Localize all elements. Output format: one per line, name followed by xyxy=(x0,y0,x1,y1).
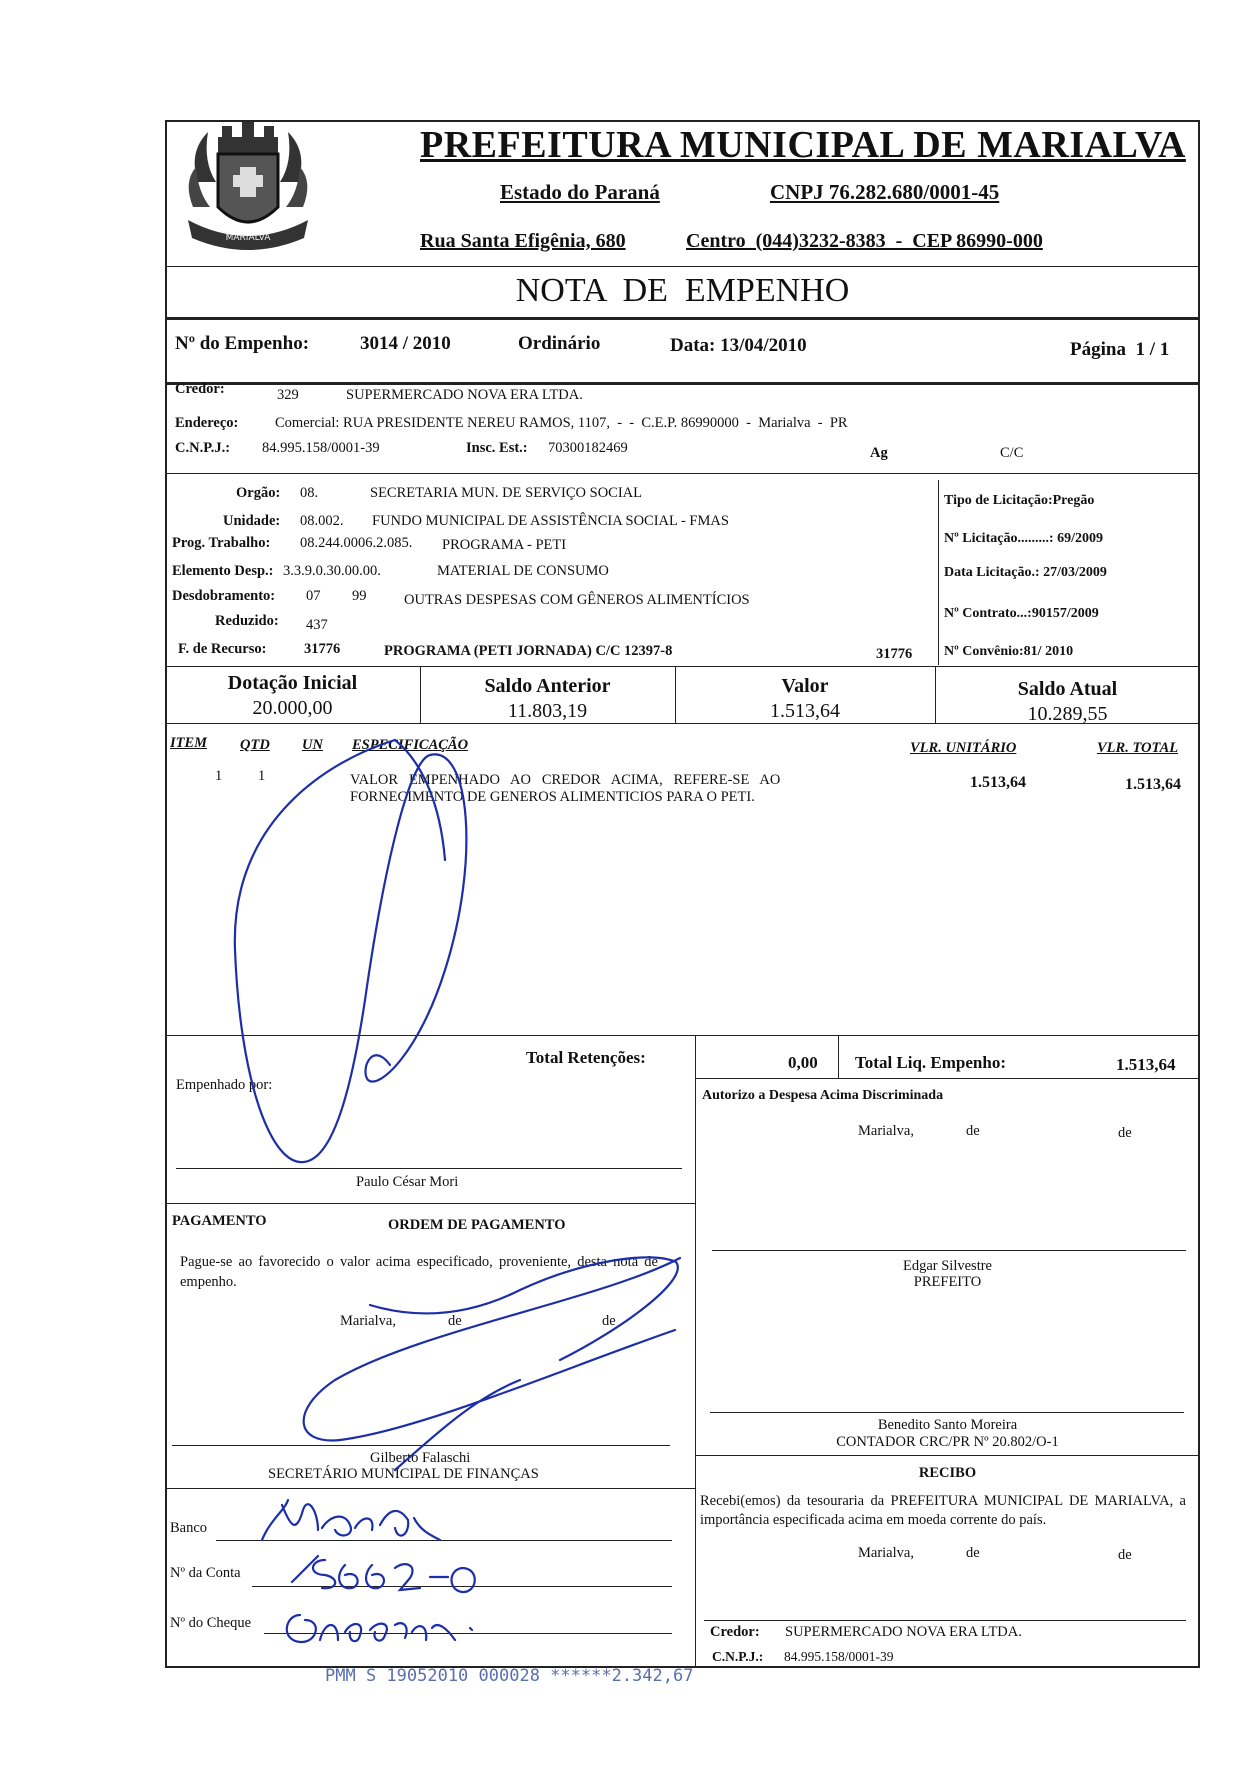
saldo-anterior-value: 11.803,19 xyxy=(507,700,588,722)
unidade-label: Unidade: xyxy=(223,513,281,529)
pagamento-place: Marialva, xyxy=(340,1313,396,1329)
desdobramento-label: Desdobramento: xyxy=(172,588,276,604)
banco-label: Banco xyxy=(170,1520,208,1536)
secretario-title: SECRETÁRIO MUNICIPAL DE FINANÇAS xyxy=(268,1466,539,1482)
recurso-code: 31776 xyxy=(304,641,341,657)
orgao-label: Orgão: xyxy=(236,485,281,501)
saldo-anterior-label: Saldo Anterior xyxy=(484,675,611,697)
total-liquido-value: 1.513,64 xyxy=(1116,1055,1176,1074)
pagamento-de1: de xyxy=(448,1313,462,1329)
desdobramento-code1: 07 xyxy=(306,588,321,604)
total-value-header: VLR. TOTAL xyxy=(1097,740,1179,756)
ordem-pagamento-title: ORDEM DE PAGAMENTO xyxy=(388,1217,566,1233)
credor-code: 329 xyxy=(277,387,299,403)
insc-label: Insc. Est.: xyxy=(466,440,528,456)
divider xyxy=(165,1035,1200,1036)
credor-address: Comercial: RUA PRESIDENTE NEREU RAMOS, 1107, - - C.E.P. 86990000 - Marialva - PR xyxy=(275,415,848,431)
municipality-title: PREFEITURA MUNICIPAL DE MARIALVA xyxy=(420,124,1186,166)
header-contact: Centro (044)3232-8383 - CEP 86990-000 xyxy=(686,230,1043,252)
ag-label: Ag xyxy=(870,445,888,461)
banco-field-line xyxy=(216,1540,672,1541)
document-title: NOTA DE EMPENHO xyxy=(515,272,850,309)
pagamento-text: Pague-se ao favorecido o valor acima especificado, proveniente, desta nota de empenho. xyxy=(180,1254,658,1290)
pagamento-label: PAGAMENTO xyxy=(172,1213,267,1229)
valor-value: 1.513,64 xyxy=(770,700,840,722)
coat-of-arms-logo xyxy=(178,112,318,260)
autorizo-de1: de xyxy=(966,1123,980,1139)
recibo-title: RECIBO xyxy=(918,1465,977,1481)
recibo-credor-name: SUPERMERCADO NOVA ERA LTDA. xyxy=(785,1624,1022,1640)
dotacao-inicial-label: Dotação Inicial xyxy=(227,672,358,694)
cnpj-label: C.N.P.J.: xyxy=(175,440,231,456)
divider xyxy=(165,382,1200,385)
conta-label: Nº da Conta xyxy=(170,1565,241,1581)
pagamento-de2: de xyxy=(602,1313,616,1329)
recurso-name: PROGRAMA (PETI JORNADA) C/C 12397-8 xyxy=(384,643,673,659)
credor-cnpj: 84.995.158/0001-39 xyxy=(262,440,380,456)
svg-text:MARIALVA: MARIALVA xyxy=(225,233,271,243)
signature-line xyxy=(712,1250,1186,1251)
item-total-value: 1.513,64 xyxy=(1125,776,1181,793)
item-header: ITEM xyxy=(170,735,208,751)
signature-line xyxy=(176,1168,682,1169)
divider xyxy=(165,723,1200,724)
item-qtd: 1 xyxy=(258,768,266,784)
licitacao-tipo: Tipo de Licitação:Pregão xyxy=(944,493,1095,508)
prog-label: Prog. Trabalho: xyxy=(172,535,271,551)
elemento-code: 3.3.9.0.30.00.00. xyxy=(283,563,381,579)
contrato-number: Nº Contrato...:90157/2009 xyxy=(944,606,1099,621)
orgao-code: 08. xyxy=(300,485,319,501)
unit-value-header: VLR. UNITÁRIO xyxy=(910,740,1017,756)
signature-line xyxy=(172,1445,670,1446)
licitacao-data: Data Licitação.: 27/03/2009 xyxy=(944,565,1107,580)
recibo-de1: de xyxy=(966,1545,980,1561)
divider xyxy=(695,1078,696,1668)
divider xyxy=(695,1078,1200,1079)
credor-label: Credor: xyxy=(175,381,225,397)
prefeito-title: PREFEITO xyxy=(913,1274,982,1290)
autorizo-place: Marialva, xyxy=(858,1123,914,1139)
divider xyxy=(165,1488,695,1489)
divider xyxy=(838,1035,839,1078)
licitacao-numero: Nº Licitação.........: 69/2009 xyxy=(944,531,1103,546)
autorizo-title: Autorizo a Despesa Acima Discriminada xyxy=(702,1088,944,1103)
state-label: Estado do Paraná xyxy=(500,180,660,204)
dotacao-inicial-value: 20.000,00 xyxy=(252,697,333,719)
saldo-atual-value: 10.289,55 xyxy=(1027,703,1108,725)
signature-line xyxy=(710,1412,1184,1413)
conta-field-line xyxy=(252,1586,672,1587)
un-header: UN xyxy=(302,737,323,753)
prog-code: 08.244.0006.2.085. xyxy=(300,535,413,551)
credor-name: SUPERMERCADO NOVA ERA LTDA. xyxy=(346,387,583,403)
valor-label: Valor xyxy=(781,675,829,697)
item-number: 1 xyxy=(215,768,223,784)
contador-title: CONTADOR CRC/PR Nº 20.802/O-1 xyxy=(836,1434,1059,1450)
desdobramento-code2: 99 xyxy=(352,588,367,604)
item-unit-value: 1.513,64 xyxy=(970,774,1026,791)
desdobramento-name: OUTRAS DESPESAS COM GÊNEROS ALIMENTÍCIOS xyxy=(404,592,750,608)
divider xyxy=(938,480,939,665)
header-street: Rua Santa Efigênia, 680 xyxy=(420,230,626,252)
divider xyxy=(165,473,1200,474)
cheque-label: Nº do Cheque xyxy=(170,1615,252,1631)
recurso-code-right: 31776 xyxy=(876,646,913,662)
convenio-number: Nº Convênio:81/ 2010 xyxy=(944,644,1074,659)
endereco-label: Endereço: xyxy=(175,415,239,431)
orgao-name: SECRETARIA MUN. DE SERVIÇO SOCIAL xyxy=(370,485,642,501)
elemento-label: Elemento Desp.: xyxy=(172,563,274,579)
retencoes-value: 0,00 xyxy=(788,1053,818,1072)
prog-name: PROGRAMA - PETI xyxy=(442,537,567,553)
divider xyxy=(165,1203,695,1204)
reduzido-label: Reduzido: xyxy=(215,613,279,629)
empenho-number: 3014 / 2010 xyxy=(360,333,451,354)
divider xyxy=(165,266,1200,267)
recibo-cnpj-label: C.N.P.J.: xyxy=(712,1649,764,1664)
empenho-type: Ordinário xyxy=(518,333,601,354)
recurso-label: F. de Recurso: xyxy=(178,641,267,657)
unidade-code: 08.002. xyxy=(300,513,344,529)
recibo-cnpj: 84.995.158/0001-39 xyxy=(784,1649,894,1664)
empenhado-por-name: Paulo César Mori xyxy=(356,1174,459,1190)
recibo-credor-label: Credor: xyxy=(710,1624,760,1640)
insc-value: 70300182469 xyxy=(548,440,628,456)
cheque-field-line xyxy=(264,1633,672,1634)
saldo-atual-label: Saldo Atual xyxy=(1017,678,1118,700)
recibo-de2: de xyxy=(1118,1547,1132,1563)
prefeito-name: Edgar Silvestre xyxy=(903,1258,992,1274)
total-liquido-label: Total Liq. Empenho: xyxy=(855,1053,1006,1072)
contador-name: Benedito Santo Moreira xyxy=(877,1417,1018,1433)
divider xyxy=(165,317,1200,320)
signature-line xyxy=(704,1620,1186,1621)
recibo-place: Marialva, xyxy=(858,1545,914,1561)
elemento-name: MATERIAL DE CONSUMO xyxy=(437,563,609,579)
cashier-stamp: PMM S 19052010 000028 ******2.342,67 xyxy=(325,1666,694,1686)
qtd-header: QTD xyxy=(240,737,270,753)
unidade-name: FUNDO MUNICIPAL DE ASSISTÊNCIA SOCIAL - FMAS xyxy=(372,513,729,529)
item-spec-line1: VALOR EMPENHADO AO CREDOR ACIMA, REFERE-SE AO xyxy=(350,772,781,788)
page-number: Página 1 / 1 xyxy=(1070,339,1170,360)
recibo-text: Recebi(emos) da tesouraria da PREFEITURA MUNICIPAL DE MARIALVA, a importância especificada acima em moeda corrente do país. xyxy=(700,1493,1186,1528)
header-cnpj: CNPJ 76.282.680/0001-45 xyxy=(770,180,1000,204)
cc-label: C/C xyxy=(1000,445,1024,461)
reduzido-code: 437 xyxy=(306,617,328,633)
spec-header: ESPECIFICAÇÃO xyxy=(352,737,469,753)
autorizo-de2: de xyxy=(1118,1125,1132,1141)
empenho-number-label: Nº do Empenho: xyxy=(175,333,310,354)
divider xyxy=(695,1455,1200,1456)
secretario-name: Gilberto Falaschi xyxy=(370,1450,471,1466)
empenho-date: Data: 13/04/2010 xyxy=(670,335,807,356)
empenhado-por-label: Empenhado por: xyxy=(176,1077,273,1093)
item-spec-line2: FORNECIMENTO DE GENEROS ALIMENTICIOS PARA O PETI. xyxy=(350,789,755,805)
retencoes-label: Total Retenções: xyxy=(526,1048,646,1067)
divider xyxy=(165,666,1200,667)
divider xyxy=(695,1035,696,1078)
